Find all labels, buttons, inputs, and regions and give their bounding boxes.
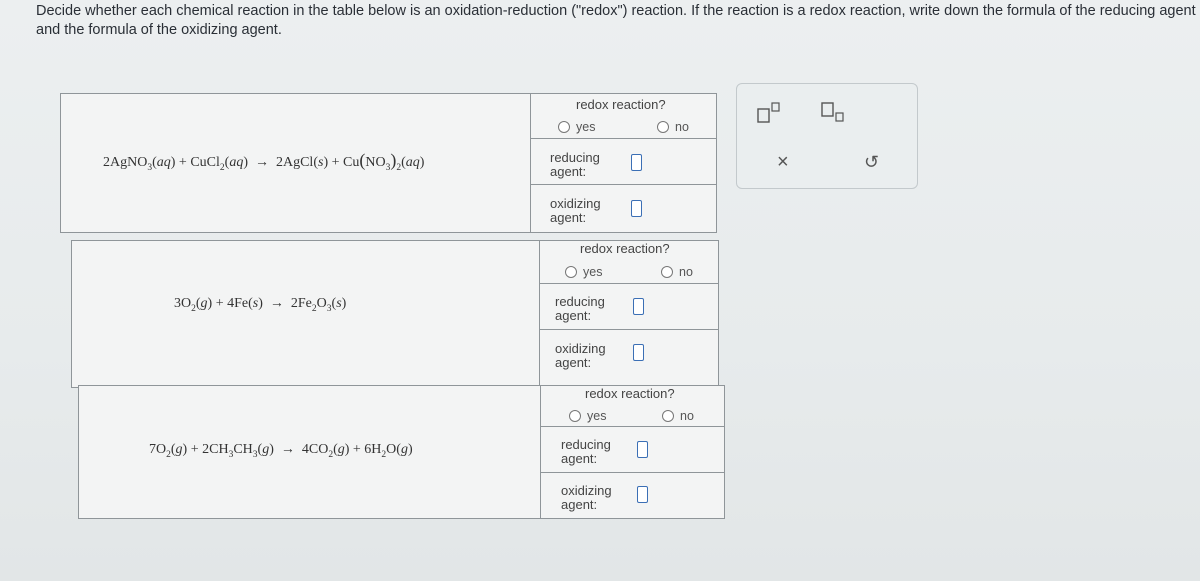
redox-question: redox reaction? [585, 386, 675, 401]
radio-icon[interactable] [569, 410, 581, 422]
oxidizing-agent-input[interactable] [637, 486, 648, 503]
reaction-equation-2: $3O_2(g) + 4Fe(s) \to 2Fe_2O_3(s)$ [174, 296, 347, 314]
undo-icon[interactable]: ↺ [864, 152, 880, 172]
redox-no-option[interactable]: no [661, 265, 693, 279]
reaction-equation-3: $7O_2(g) + 2CH_3CH_3(g) \to 4CO_2(g) + 6H_2O(g)$ [149, 442, 413, 460]
oxidizing-agent-label: oxidizing agent: [555, 341, 606, 370]
subscript-box-icon[interactable] [821, 102, 845, 127]
reducing-agent-label: reducing agent: [550, 150, 600, 179]
reducing-agent-input[interactable] [637, 441, 648, 458]
radio-icon[interactable] [558, 121, 570, 133]
redox-no-option[interactable]: no [657, 120, 689, 134]
reducing-agent-input[interactable] [631, 154, 642, 171]
radio-icon[interactable] [565, 266, 577, 278]
redox-question: redox reaction? [576, 97, 666, 112]
oxidizing-agent-label: oxidizing agent: [550, 196, 601, 225]
redox-yes-option[interactable]: yes [569, 409, 606, 423]
superscript-box-icon[interactable] [757, 102, 781, 127]
reaction-row-1 [60, 93, 717, 233]
redox-no-option[interactable]: no [662, 409, 694, 423]
oxidizing-agent-input[interactable] [633, 344, 644, 361]
reducing-agent-input[interactable] [633, 298, 644, 315]
reaction-row-3 [78, 385, 725, 519]
radio-icon[interactable] [661, 266, 673, 278]
reducing-agent-label: reducing agent: [555, 294, 605, 323]
reaction-row-2 [71, 240, 719, 388]
radio-icon[interactable] [662, 410, 674, 422]
instructions-text: Decide whether each chemical reaction in the table below is an oxidation-reduction ("redox") reaction. If the reaction is a redox reaction, write down the formula of the reducing agent and the formula of the oxidizing agent. [36, 3, 1196, 38]
redox-yes-option[interactable]: yes [558, 120, 595, 134]
oxidizing-agent-input[interactable] [631, 200, 642, 217]
redox-yes-option[interactable]: yes [565, 265, 602, 279]
radio-icon[interactable] [657, 121, 669, 133]
reducing-agent-label: reducing agent: [561, 437, 611, 466]
redox-question: redox reaction? [580, 241, 670, 256]
oxidizing-agent-label: oxidizing agent: [561, 483, 612, 512]
editor-toolbar [736, 83, 918, 189]
close-icon[interactable]: × [777, 151, 789, 173]
reaction-equation-1: 2AgNO$_3$(aq) + CuCl$_2$(aq) → 2AgCl(s) + $Cu(NO_3)_2(aq)$ [103, 150, 425, 173]
